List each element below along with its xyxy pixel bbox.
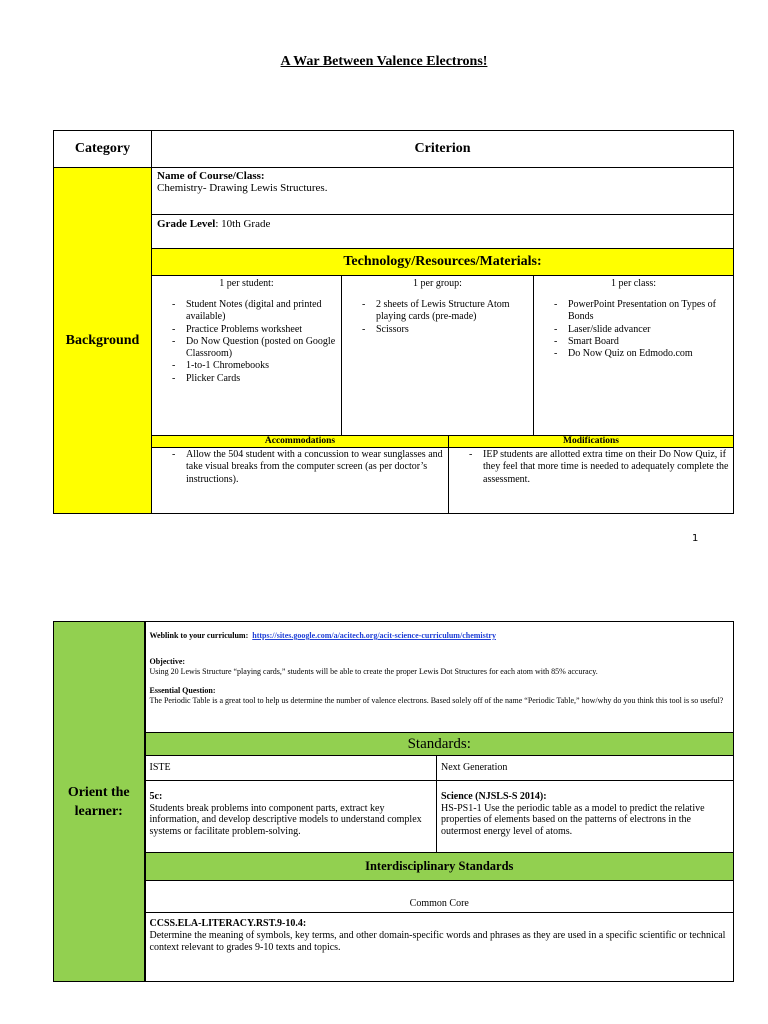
- list-item: - Do Now Question (posted on Google Classroom): [152, 336, 341, 361]
- iste-code: 5c:: [149, 791, 163, 802]
- per-group-cell: [342, 276, 534, 436]
- ccss-text: Determine the meaning of symbols, key terms, and other domain-specific words and phrases as they are used in a specific scientific or technical context relevant to grades 9-10 texts and topics.: [149, 929, 726, 953]
- per-class-cell: [534, 276, 734, 436]
- grade-value: : 10th Grade: [215, 218, 271, 230]
- tech-header: Technology/Resources/Materials:: [152, 249, 734, 276]
- course-cell: [152, 168, 734, 215]
- interdisciplinary-header: Interdisciplinary Standards: [145, 853, 734, 881]
- curriculum-link[interactable]: https://sites.google.com/a/acitech.org/acit-science-curriculum/chemistry: [252, 631, 496, 640]
- ngss-label: Next Generation: [437, 756, 734, 781]
- background-table: [53, 130, 734, 514]
- modifications-header: Modifications: [449, 436, 734, 448]
- ngss-text: HS-PS1-1 Use the periodic table as a model to predict the relative properties of elements based on the patterns of electrons in the outermost energy level of atoms.: [441, 802, 705, 837]
- per-student-cell: [152, 276, 342, 436]
- ccss-code: CCSS.ELA-LITERACY.RST.9-10.4:: [149, 918, 307, 929]
- common-core-label: Common Core: [145, 881, 734, 913]
- list-item: - Student Notes (digital and printed available): [152, 299, 341, 324]
- orient-label: Orient the learner:: [54, 622, 145, 982]
- per-group-head: 1 per group:: [413, 278, 462, 289]
- accommodations-header: Accommodations: [152, 436, 449, 448]
- standards-header: Standards:: [145, 733, 734, 756]
- modifications-cell: [449, 448, 734, 514]
- weblink-row: [150, 631, 730, 641]
- per-student-head: 1 per student:: [219, 278, 274, 289]
- list-item: - PowerPoint Presentation on Types of Bonds: [534, 299, 733, 324]
- modifications-list: [449, 449, 733, 486]
- course-value: Chemistry- Drawing Lewis Structures.: [157, 182, 328, 194]
- accommodations-list: [152, 449, 448, 486]
- course-label: Name of Course/Class:: [157, 170, 265, 182]
- list-item: - Practice Problems worksheet: [152, 324, 341, 336]
- list-item: - Allow the 504 student with a concussion to wear sunglasses and take visual breaks from the computer screen (as per doctor’s instructions).: [152, 449, 448, 486]
- weblink-label: Weblink to your curriculum:: [149, 631, 249, 640]
- iste-standard-cell: [145, 781, 437, 853]
- ngss-code: Science (NJSLS-S 2014):: [441, 791, 547, 802]
- list-item: - Scissors: [342, 324, 533, 336]
- per-group-list: [342, 299, 533, 336]
- list-item: - Plicker Cards: [152, 373, 341, 385]
- essential-question-text: The Periodic Table is a great tool to help us determine the number of valence electrons. Based solely off of the name “Periodic Table,” how/why do you think this tool is so useful?: [149, 696, 724, 705]
- page-title: A War Between Valence Electrons!: [280, 54, 488, 69]
- objective-cell: [145, 622, 734, 733]
- criterion-header: Criterion: [152, 131, 734, 168]
- objective-text: Using 20 Lewis Structure “playing cards,” students will be able to create the proper Lewis Dot Structures for each atom with 85% accuracy.: [149, 667, 598, 676]
- accommodations-cell: [152, 448, 449, 514]
- grade-cell: [152, 215, 734, 249]
- objective-label: Objective:: [149, 657, 186, 666]
- orient-table: [53, 621, 734, 982]
- grade-label: Grade Level: [157, 218, 216, 230]
- category-header: Category: [54, 131, 152, 168]
- list-item: - IEP students are allotted extra time on their Do Now Quiz, if they feel that more time is needed to adequately complete the assessment.: [449, 449, 733, 486]
- list-item: - Smart Board: [534, 336, 733, 348]
- per-class-list: [534, 299, 733, 360]
- list-item: - 2 sheets of Lewis Structure Atom playing cards (pre-made): [342, 299, 533, 324]
- list-item: - Laser/slide advancer: [534, 324, 733, 336]
- page-number: 1: [692, 533, 699, 544]
- background-label: Background: [54, 168, 152, 514]
- ngss-standard-cell: [437, 781, 734, 853]
- per-class-head: 1 per class:: [611, 278, 657, 289]
- iste-text: Students break problems into component parts, extract key information, and develop descriptive models to understand complex systems or facilitate problem-solving.: [149, 802, 422, 837]
- per-student-list: [152, 299, 341, 385]
- essential-question-label: Essential Question:: [149, 686, 216, 695]
- list-item: - 1-to-1 Chromebooks: [152, 360, 341, 372]
- ccss-cell: [145, 913, 734, 982]
- iste-label: ISTE: [145, 756, 437, 781]
- list-item: - Do Now Quiz on Edmodo.com: [534, 348, 733, 360]
